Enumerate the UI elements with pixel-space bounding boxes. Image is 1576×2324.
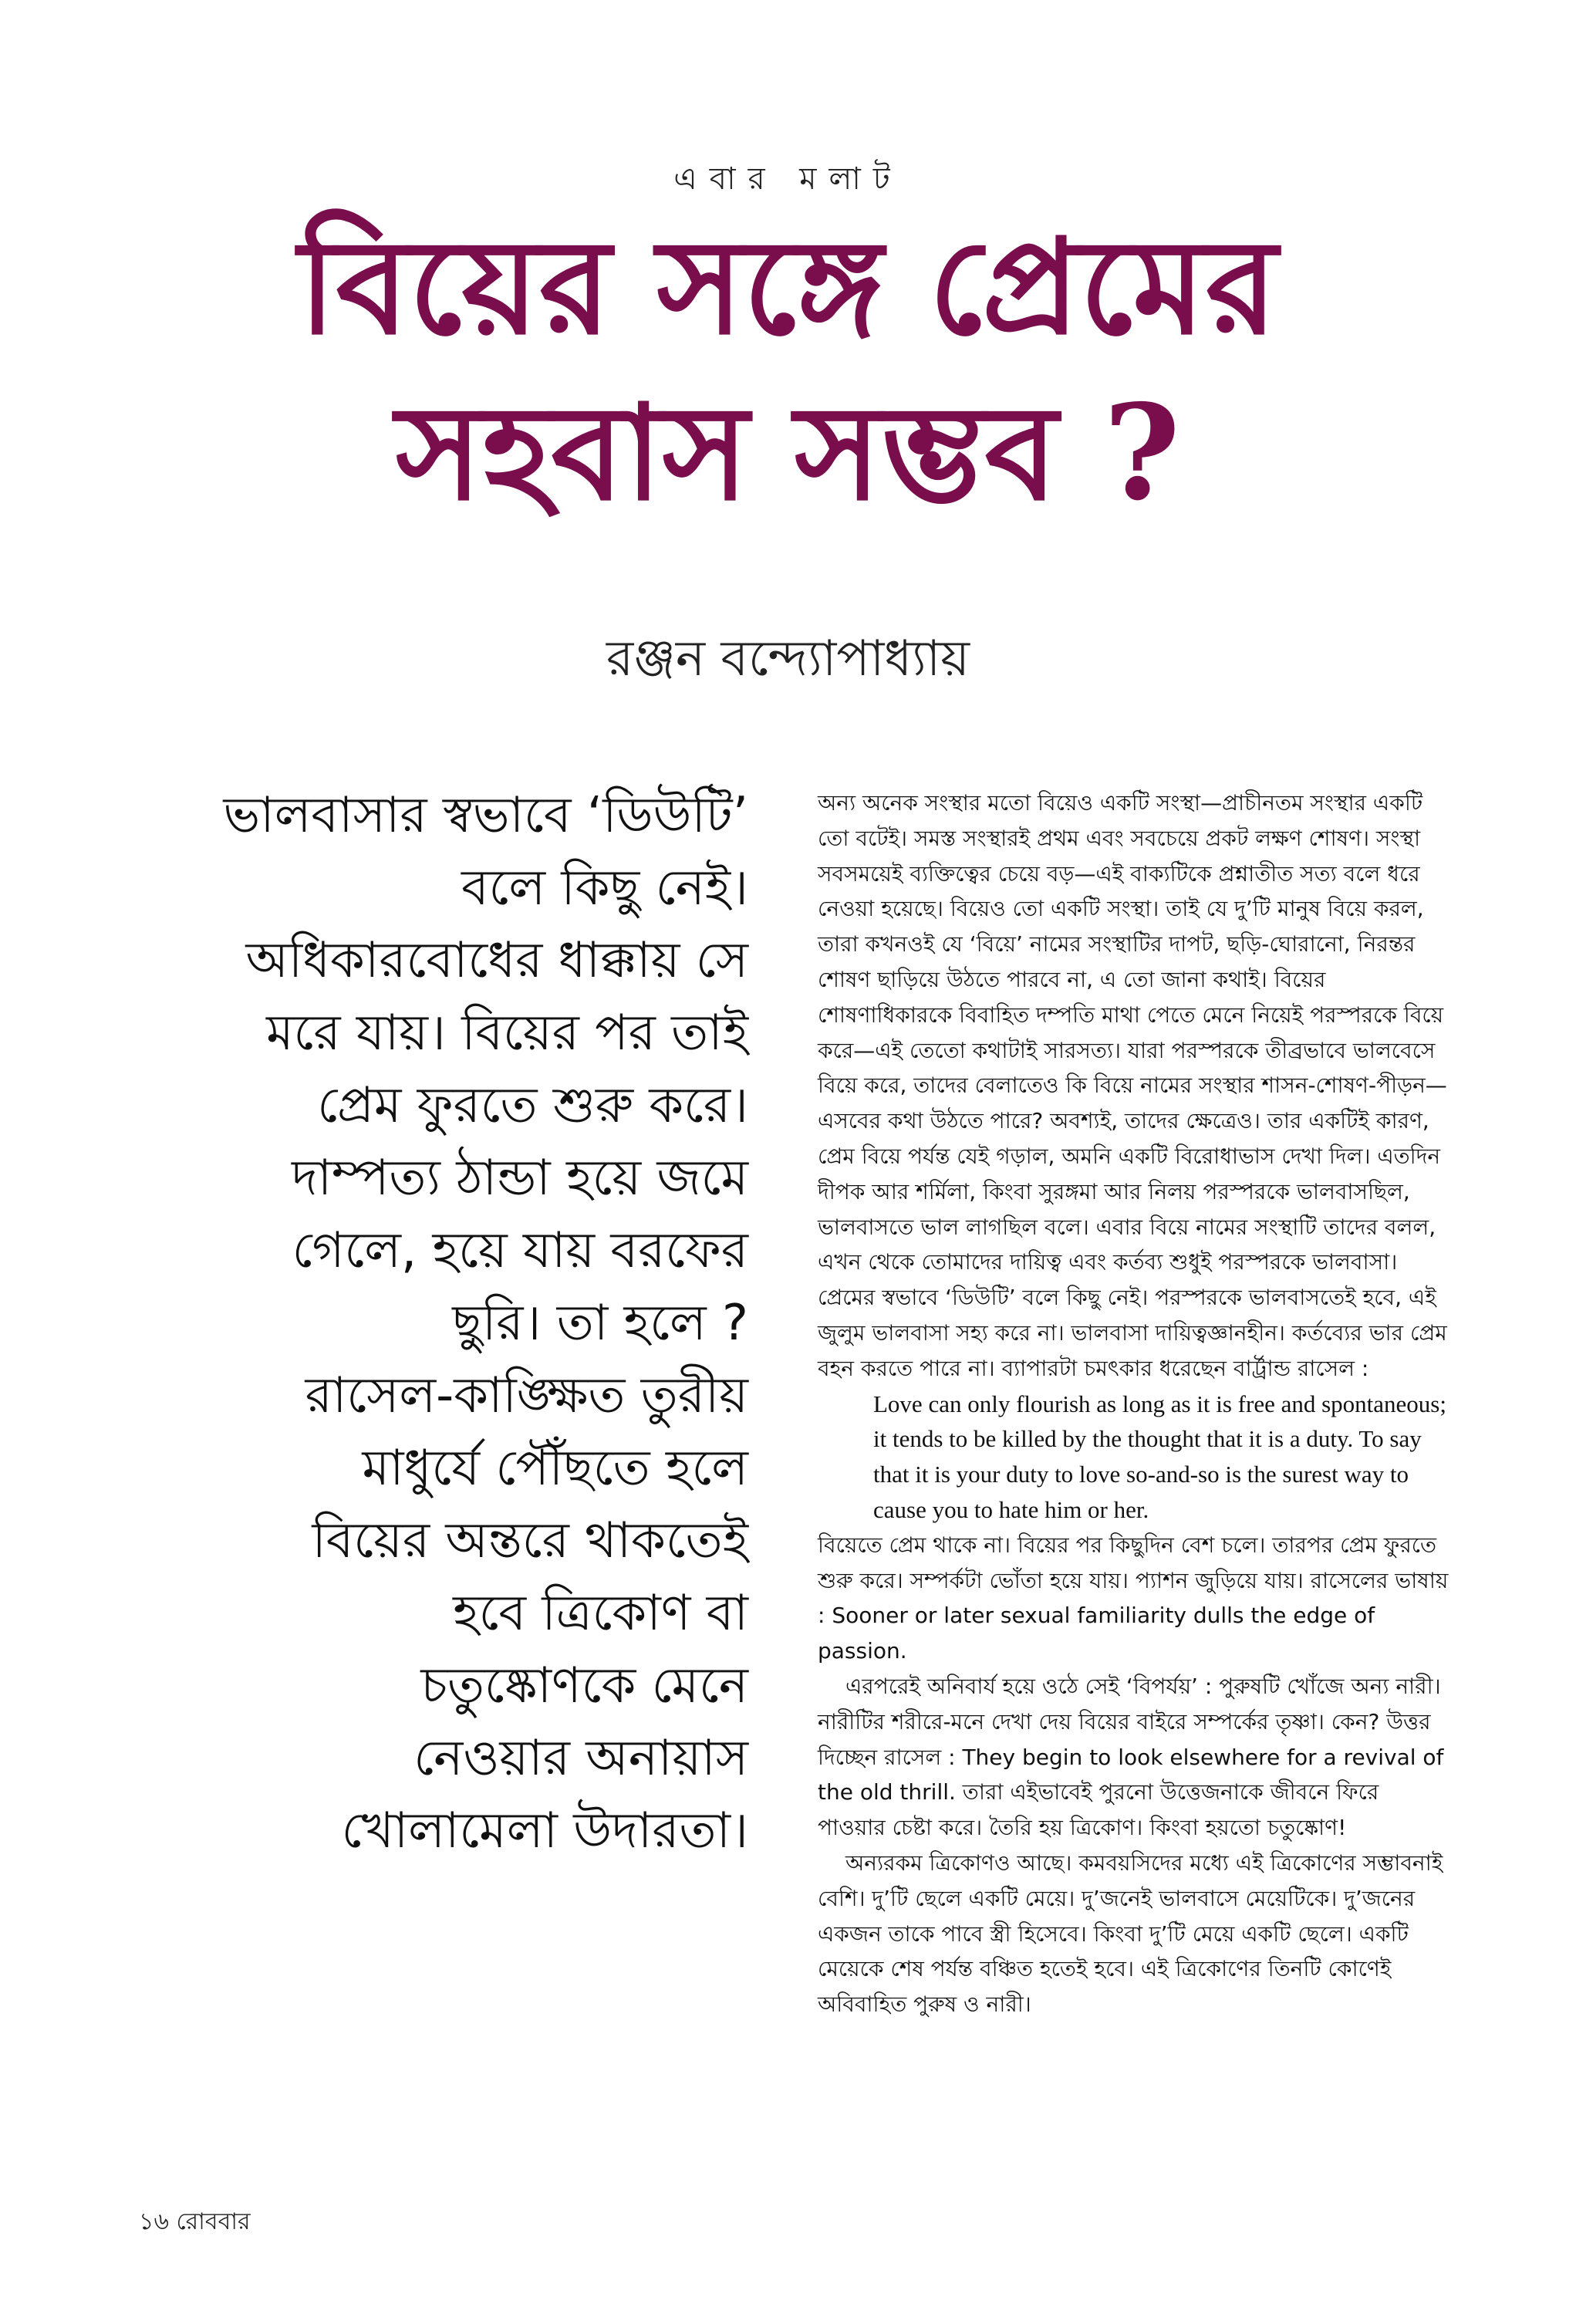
page-folio: ১৬ রোববার xyxy=(139,2208,251,2235)
pull-quote-line: মরে যায়। বিয়ের পর তাই xyxy=(266,1005,748,1062)
pull-quote-line: ভালবাসার স্বভাবে ‘ডিউটি’ xyxy=(223,787,748,844)
pull-quote-line: অধিকারবোধের ধাক্কায় সে xyxy=(245,932,748,989)
section-kicker: এবার মলাট xyxy=(673,161,903,197)
article-headline xyxy=(0,204,1576,536)
pull-quote-line: খোলামেলা উদারতা। xyxy=(341,1802,748,1860)
pull-quote-line: হবে ত্রিকোণ বা xyxy=(453,1585,748,1642)
author-byline: রঞ্জন বন্দ্যোপাধ্যায় xyxy=(606,630,970,687)
article-paragraph: অন্যরকম ত্রিকোণও আছে। কমবয়সিদের মধ্যে এই ত্রিকোণের সম্ভাবনাই বেশি। দু’টি ছেলে একটি মেয়ে। দু’জনেই ভালবাসে মেয়েটিকে। দু’জনের একজন তাকে পাবে স্ত্রী হিসেবে। কিংবা দু’টি মেয়ে একটি ছেলে। একটি মেয়েকে শেষ পর্যন্ত বঞ্চিত হতেই হবে। এই ত্রিকোণের তিনটি কোণেই অবিবাহিত পুরুষ ও নারী। xyxy=(818,1849,1443,2018)
pull-quote-line: বিয়ের অন্তরে থাকতেই xyxy=(312,1512,748,1569)
pull-quote-line: দাম্পত্য ঠান্ডা হয়ে জমে xyxy=(292,1150,748,1207)
pull-quote-line: নেওয়ার অনায়াস xyxy=(413,1730,748,1787)
article-paragraph: অন্য অনেক সংস্থার মতো বিয়েও একটি সংস্থা—প্রাচীনতম সংস্থার একটি তো বটেই। সমস্ত সংস্থারই প্রথম এবং সবচেয়ে প্রকট লক্ষণ শোষণ। সংস্থা সবসময়েই ব্যক্তিত্বের চেয়ে বড়—এই বাক্যটিকে প্রশ্নাতীত সত্য বলে ধরে নেওয়া হয়েছে। বিয়েও তো একটি সংস্থা। তাই যে দু’টি মানুষ বিয়ে করল, তারা কখনওই যে ‘বিয়ে’ নামের সংস্থাটির দাপট, ছড়ি-ঘোরানো, নিরন্তর শোষণ ছাড়িয়ে উঠতে পারবে না, এ তো জানা কথাই। বিয়ের শোষণাধিকারকে বিবাহিত দম্পতি মাথা পেতে মেনে নিয়েই পরস্পরকে বিয়ে করে—এই তেতো কথাটাই সারসত্য। যারা পরস্পরকে তীব্রভাবে ভালবেসে বিয়ে করে, তাদের বেলাতেও কি বিয়ে নামের সংস্থার শাসন-শোষণ-পীড়ন—এসবের কথা উঠতে পারে? অবশ্যই, তাদের ক্ষেত্রেও। তার একটিই কারণ, প্রেম বিয়ে পর্যন্ত যেই গড়াল, অমনি একটি বিরোধাভাস দেখা দিল। এতদিন দীপক আর শর্মিলা, কিংবা সুরঙ্গমা আর নিলয় পরস্পরকে ভালবাসছিল, ভালবাসতে ভাল লাগছিল বলে। এবার বিয়ে নামের সংস্থাটি তাদের বলল, এখন থেকে তোমাদের দায়িত্ব এবং কর্তব্য শুধুই পরস্পরকে ভালবাসা। প্রেমের স্বভাবে ‘ডিউটি’ বলে কিছু নেই। পরস্পরকে ভালবাসতেই হবে, এই জুলুম ভালবাসা সহ্য করে না। ভালবাসা দায়িত্বজ্ঞানহীন। কর্তব্যের ভার প্রেম বহন করতে পারে না। ব্যাপারটা চমৎকার ধরেছেন বার্ট্রান্ড রাসেল : xyxy=(818,790,1447,1381)
article-paragraph: এরপরেই অনিবার্য হয়ে ওঠে সেই ‘বিপর্যয়’ : পুরুষটি খোঁজে অন্য নারী। নারীটির শরীরে-মনে দেখা দেয় বিয়ের বাইরে সম্পর্কের তৃষ্ণা। কেন? উত্তর দিচ্ছেন রাসেল : They begin to look elsewhere for a revival of the old thrill. তারা এইভাবেই পুরনো উত্তেজনাকে জীবনে ফিরে পাওয়ার চেষ্টা করে। তৈরি হয় ত্রিকোণ। কিংবা হয়তো চতুষ্কোণ! xyxy=(818,1673,1444,1841)
pull-quote-line: গেলে, হয়ে যায় বরফের xyxy=(292,1222,748,1279)
pull-quote-line: ছুরি। তা হলে ? xyxy=(452,1295,748,1352)
pull-quote-line: চতুষ্কোণকে মেনে xyxy=(420,1657,748,1714)
russell-quote: Love can only flourish as long as it is free and spontaneous; it tends to be killed by the thought that it is a duty. To say that it is your duty to love so-and-so is the surest way to cause you to hate him or her. xyxy=(873,1390,1446,1523)
article-body xyxy=(818,785,1450,2022)
headline-line-1: বিয়ের সঙ্গে প্রেমের xyxy=(298,210,1278,364)
headline-line-2: সহবাস সম্ভব ? xyxy=(395,376,1181,530)
pull-quote-line: বলে কিছু নেই। xyxy=(461,860,748,917)
article-paragraph: বিয়েতে প্রেম থাকে না। বিয়ের পর কিছুদিন বেশ চলে। তারপর প্রেম ফুরতে শুরু করে। সম্পর্কটা ভোঁতা হয়ে যায়। প্যাশন জুড়িয়ে যায়। রাসেলের ভাষায় : Sooner or later sexual familiarity dulls the edge of passion. xyxy=(818,1532,1449,1664)
pull-quote xyxy=(139,779,748,1867)
pull-quote-line: মাধুর্যে পৌঁছতে হলে xyxy=(362,1440,748,1497)
pull-quote-line: রাসেল-কাঙ্ক্ষিত তুরীয় xyxy=(305,1367,748,1424)
pull-quote-line: প্রেম ফুরতে শুরু করে। xyxy=(317,1077,748,1134)
